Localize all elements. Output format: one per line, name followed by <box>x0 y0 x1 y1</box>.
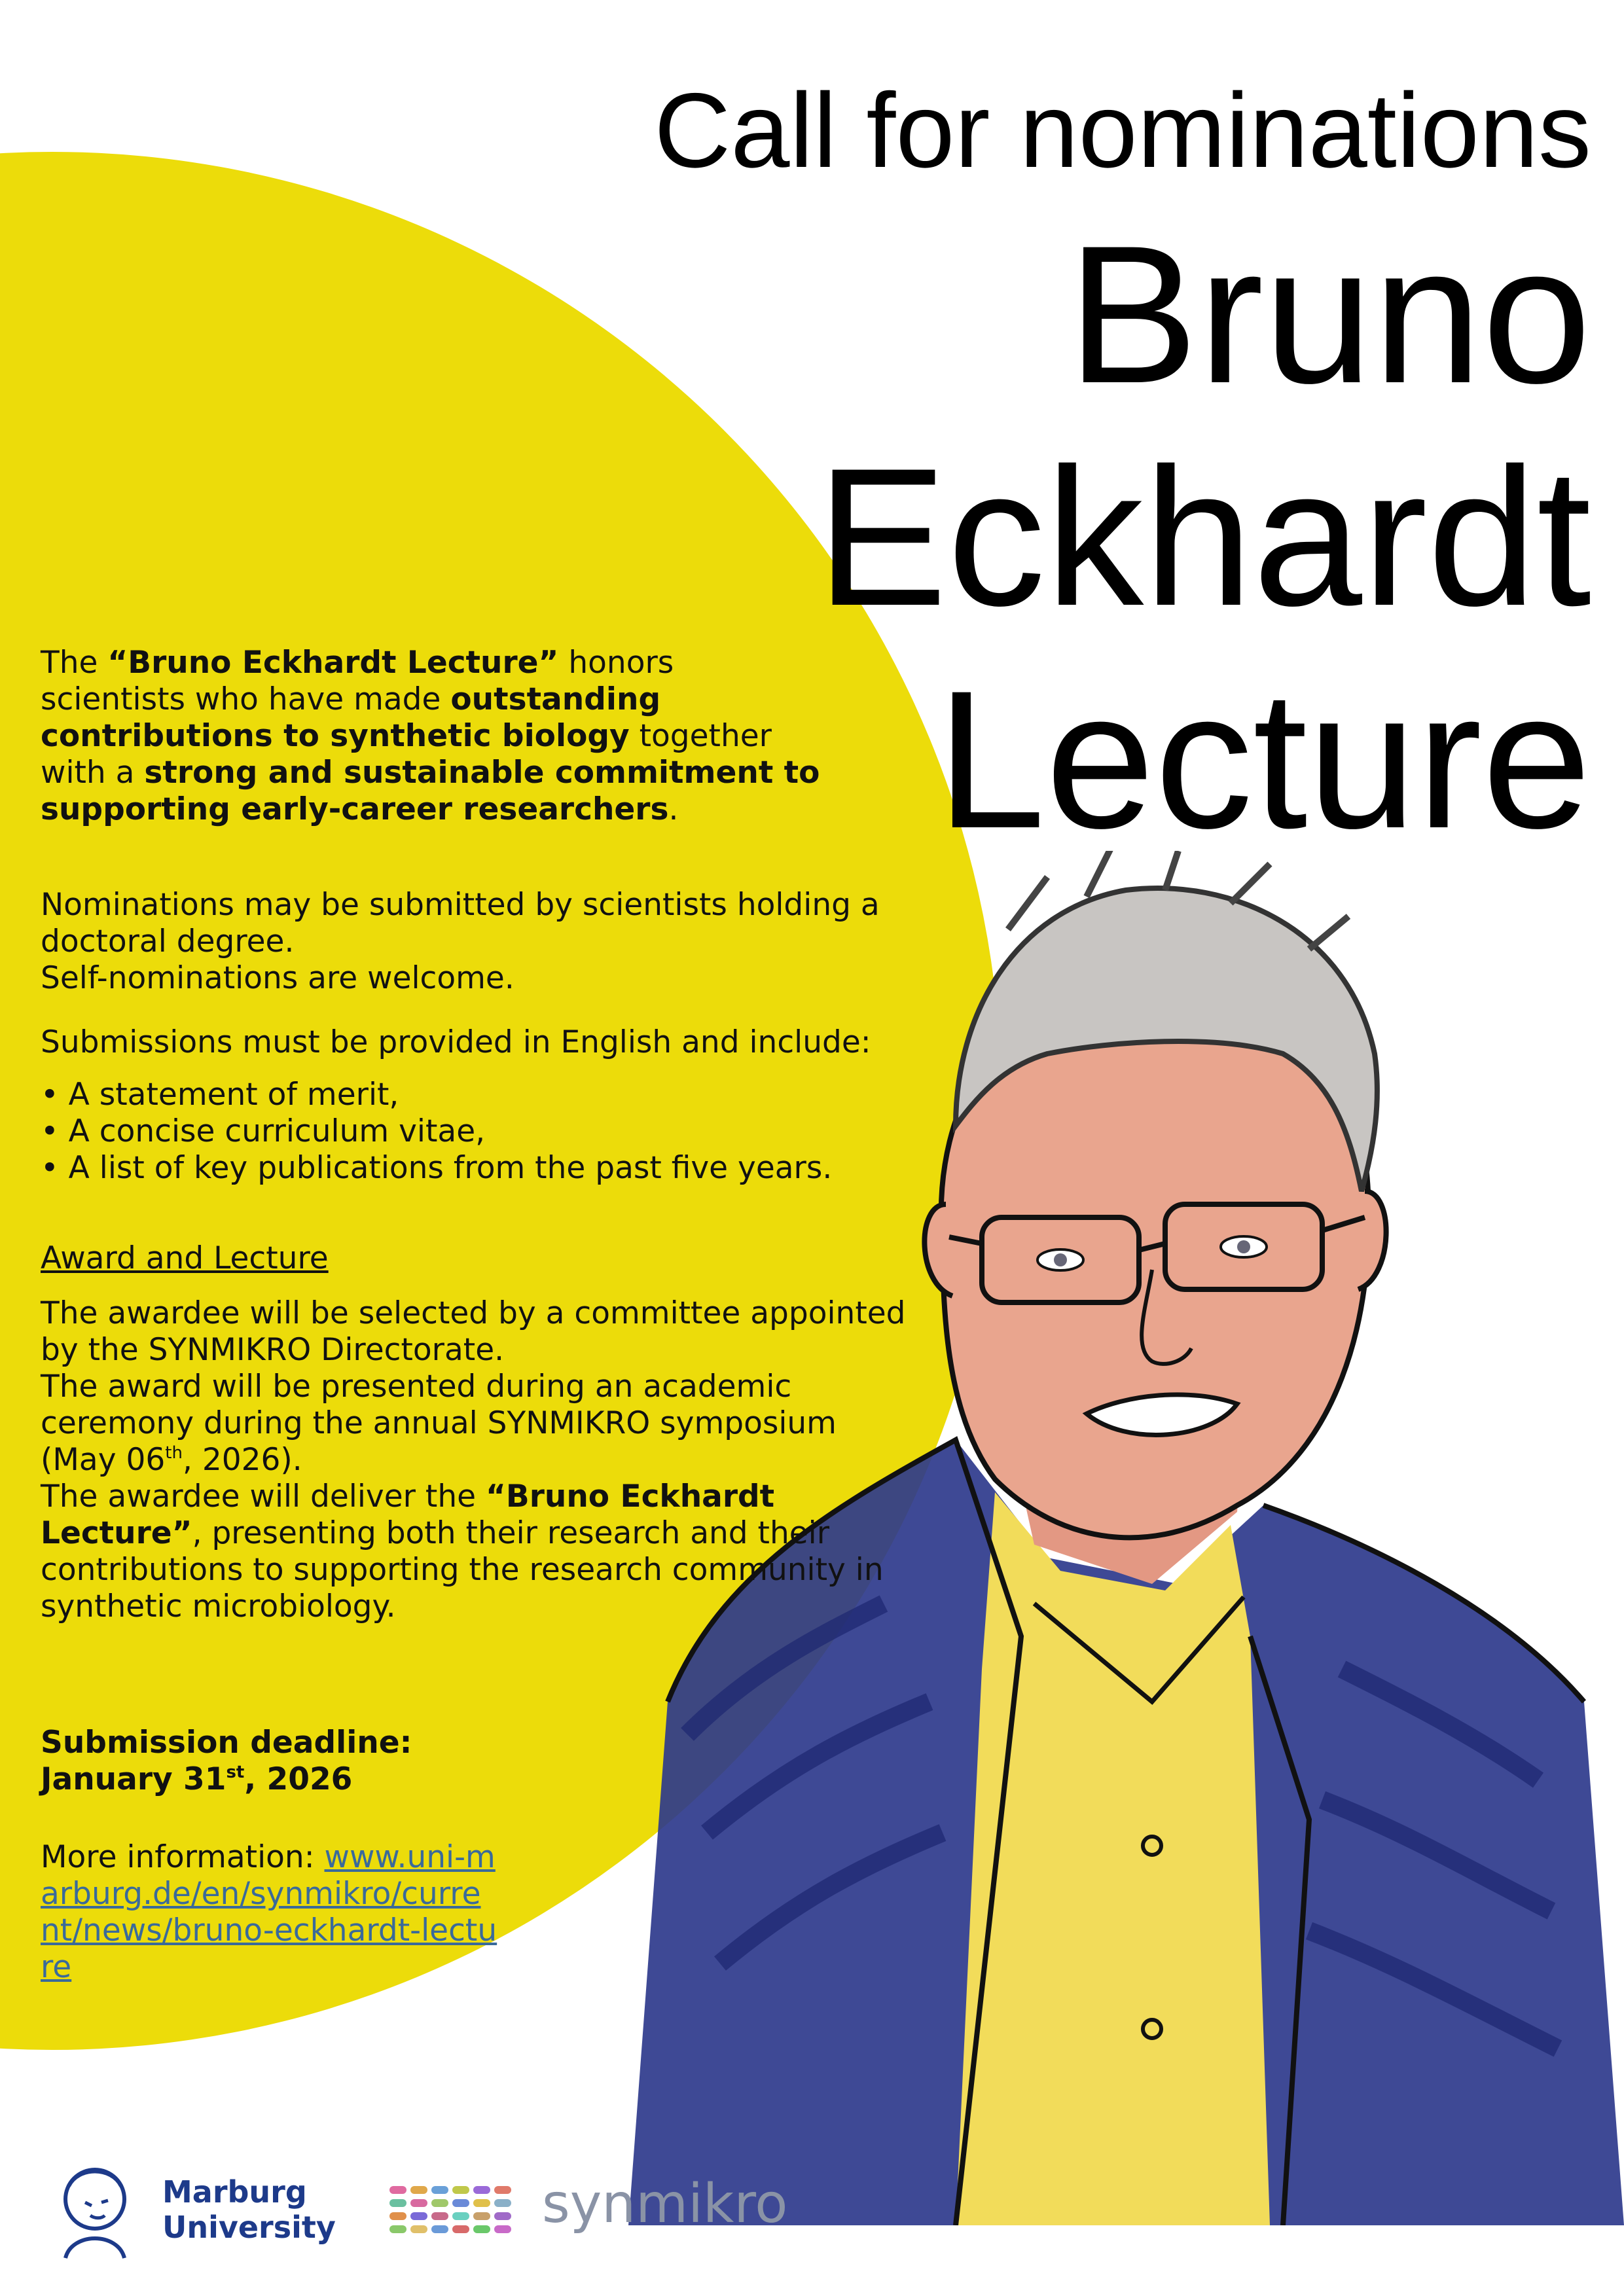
award-paragraph-2: The award will be presented during an academic ceremony during the annual SYNMIKRO symposium (May 06th, 2026). <box>41 1369 837 1478</box>
more-info-link[interactable]: www.uni-marburg.de/en/synmikro/current/news/bruno-eckhardt-lecture <box>41 1839 497 1985</box>
submissions-section <box>41 1024 911 1187</box>
deadline-label: Submission deadline: <box>41 1725 412 1761</box>
title-line-2: Eckhardt <box>816 427 1591 647</box>
nominations-line-2: Self-nominations are welcome. <box>41 960 514 996</box>
nominations-line-1: Nominations may be submitted by scientists holding a doctoral degree. <box>41 887 880 960</box>
synmikro-logo-icon <box>389 2186 533 2245</box>
list-item: • A concise curriculum vitae, <box>41 1113 911 1150</box>
title-line-1: Bruno <box>1067 204 1591 424</box>
marburg-university-emblem-icon <box>39 2153 151 2265</box>
title-line-3: Lecture <box>936 649 1591 869</box>
list-item: • A list of key publications from the past five years. <box>41 1150 911 1187</box>
call-for-nominations-heading: Call for nominations <box>654 71 1591 190</box>
marburg-university-wordmark: Marburg University <box>162 2174 336 2245</box>
synmikro-wordmark: synmikro <box>542 2173 788 2235</box>
award-paragraph-3: The awardee will deliver the “Bruno Eckhardt Lecture”, presenting both their research and their contributions to supporting the research community in synthetic microbiology. <box>41 1479 884 1624</box>
list-item: • A statement of merit, <box>41 1077 911 1113</box>
intro-paragraph: The “Bruno Eckhardt Lecture” honors scientists who have made outstanding contributions to synthetic biology together with a strong and sustainable commitment to supporting early-career researchers. <box>41 645 820 827</box>
award-paragraph-1: The awardee will be selected by a committee appointed by the SYNMIKRO Directorate. <box>41 1295 906 1368</box>
deadline-block <box>41 1725 911 1798</box>
award-heading: Award and Lecture <box>41 1240 329 1276</box>
award-section <box>41 1240 911 1625</box>
nominations-paragraph <box>41 887 911 997</box>
submissions-intro: Submissions must be provided in English and include: <box>41 1024 871 1060</box>
submissions-list <box>41 1077 911 1187</box>
deadline-date: January 31st, 2026 <box>41 1761 353 1797</box>
more-info-block <box>41 1839 499 1986</box>
more-info-label: More information: <box>41 1839 325 1875</box>
